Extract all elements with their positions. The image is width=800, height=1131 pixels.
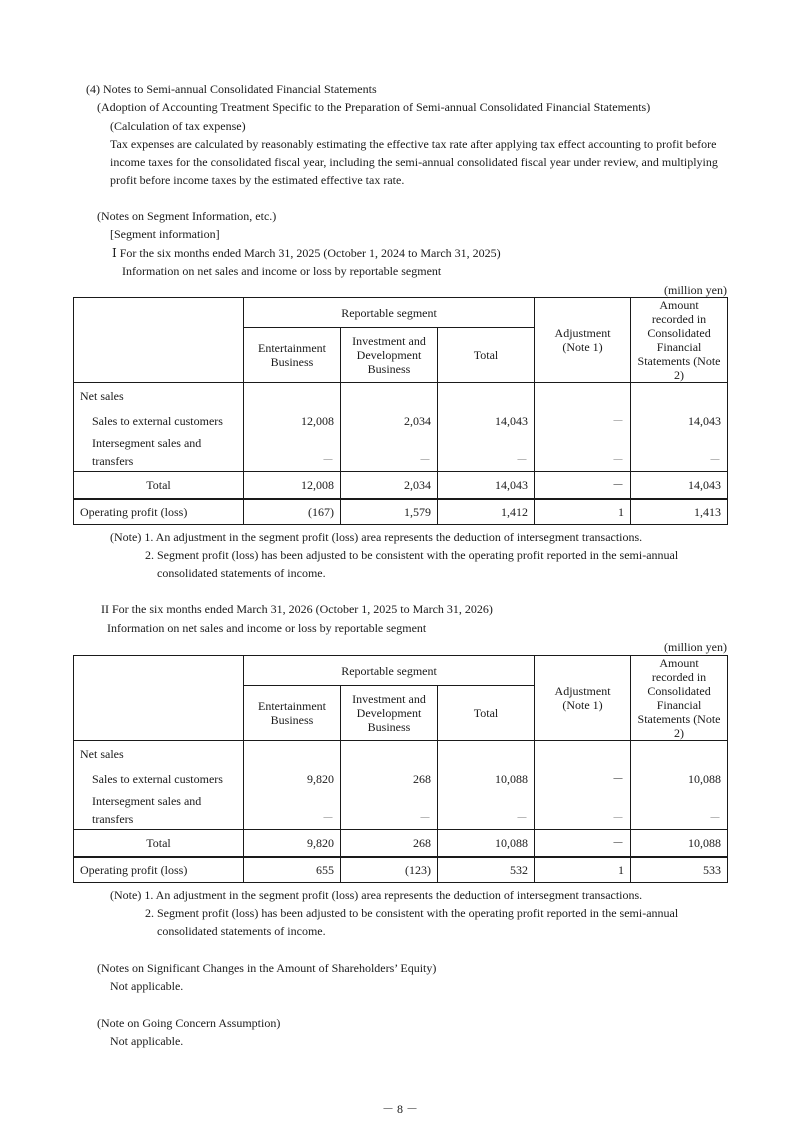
header-investment: Investment and Development Business bbox=[341, 328, 438, 383]
header-recorded-amount: Amount recorded in Consolidated Financial Statements (Note 2) bbox=[631, 298, 728, 383]
p2-total-entertainment: 9,820 bbox=[244, 830, 341, 857]
p1-intersegment-total: － bbox=[438, 434, 535, 472]
p1-intersegment-entertainment: － bbox=[244, 434, 341, 472]
period1-unit: (million yen) bbox=[664, 283, 727, 297]
header-entertainment: Entertainment Business bbox=[244, 328, 341, 383]
header-total: Total bbox=[438, 328, 535, 383]
period1-title: Ⅰ For the six months ended March 31, 2025 (October 1, 2024 to March 31, 2025) bbox=[112, 246, 501, 260]
p1-operating-total: 1,412 bbox=[438, 499, 535, 525]
period2-title: II For the six months ended March 31, 2026 (October 1, 2025 to March 31, 2026) bbox=[101, 602, 493, 616]
period2-segment-table bbox=[73, 655, 728, 883]
p1-operating-entertainment: (167) bbox=[244, 499, 341, 525]
row-external-label: Sales to external customers bbox=[74, 409, 244, 434]
header-investment: Investment and Development Business bbox=[341, 686, 438, 741]
p2-total-adjustment: － bbox=[535, 830, 631, 857]
p1-total-investment: 2,034 bbox=[341, 472, 438, 499]
p1-external-entertainment: 12,008 bbox=[244, 409, 341, 434]
page-number: － 8 － bbox=[381, 1102, 418, 1116]
header-recorded-amount: Amount recorded in Consolidated Financial Statements (Note 2) bbox=[631, 656, 728, 741]
row-intersegment-label: Intersegment sales and transfers bbox=[74, 434, 244, 472]
p1-external-investment: 2,034 bbox=[341, 409, 438, 434]
p1-total-total: 14,043 bbox=[438, 472, 535, 499]
p1-note-2a: 2. Segment profit (loss) has been adjusted to be consistent with the operating profit reported in the semi-annual bbox=[145, 548, 679, 562]
header-entertainment: Entertainment Business bbox=[244, 686, 341, 741]
period2-unit: (million yen) bbox=[664, 640, 727, 654]
header-total: Total bbox=[438, 686, 535, 741]
period1-subtitle: Information on net sales and income or loss by reportable segment bbox=[122, 264, 442, 278]
tax-text-line-2: income taxes for the consolidated fiscal year, including the semi-annual consolidated fiscal year under review, and multiplying bbox=[110, 155, 718, 169]
p2-external-investment: 268 bbox=[341, 767, 438, 792]
going-concern-text: Not applicable. bbox=[110, 1034, 184, 1048]
row-net-sales-label: Net sales bbox=[74, 383, 244, 409]
p2-intersegment-investment: － bbox=[341, 792, 438, 830]
p1-total-recorded: 14,043 bbox=[631, 472, 728, 499]
p1-external-recorded: 14,043 bbox=[631, 409, 728, 434]
period1-segment-table bbox=[73, 297, 728, 525]
p2-operating-investment: (123) bbox=[341, 857, 438, 883]
header-blank bbox=[74, 298, 244, 383]
tax-text-line-3: profit before income taxes by the estimated effective tax rate. bbox=[110, 173, 405, 187]
row-intersegment-label: Intersegment sales and transfers bbox=[74, 792, 244, 830]
p1-note-2b: consolidated statements of income. bbox=[157, 566, 326, 580]
segment-info-heading: [Segment information] bbox=[110, 227, 220, 241]
p1-operating-recorded: 1,413 bbox=[631, 499, 728, 525]
p2-note-1: (Note) 1. An adjustment in the segment profit (loss) area represents the deduction of intersegment transactions. bbox=[110, 888, 643, 902]
header-reportable-segment: Reportable segment bbox=[244, 298, 535, 328]
row-external-label: Sales to external customers bbox=[74, 767, 244, 792]
p1-total-adjustment: － bbox=[535, 472, 631, 499]
p2-external-adjustment: － bbox=[535, 767, 631, 792]
row-operating-label: Operating profit (loss) bbox=[74, 499, 244, 525]
header-adjustment: Adjustment (Note 1) bbox=[535, 656, 631, 741]
header-blank bbox=[74, 656, 244, 741]
going-concern-heading: (Note on Going Concern Assumption) bbox=[97, 1016, 281, 1030]
p2-operating-total: 532 bbox=[438, 857, 535, 883]
row-total-label: Total bbox=[74, 830, 244, 857]
p1-external-total: 14,043 bbox=[438, 409, 535, 434]
p2-external-recorded: 10,088 bbox=[631, 767, 728, 792]
p1-intersegment-investment: － bbox=[341, 434, 438, 472]
p2-total-investment: 268 bbox=[341, 830, 438, 857]
row-net-sales-label: Net sales bbox=[74, 741, 244, 767]
p2-intersegment-entertainment: － bbox=[244, 792, 341, 830]
p2-operating-recorded: 533 bbox=[631, 857, 728, 883]
p2-operating-entertainment: 655 bbox=[244, 857, 341, 883]
p2-intersegment-total: － bbox=[438, 792, 535, 830]
header-reportable-segment: Reportable segment bbox=[244, 656, 535, 686]
row-operating-label: Operating profit (loss) bbox=[74, 857, 244, 883]
p1-note-1: (Note) 1. An adjustment in the segment profit (loss) area represents the deduction of intersegment transactions. bbox=[110, 530, 643, 544]
tax-heading: (Calculation of tax expense) bbox=[110, 119, 246, 133]
adoption-heading: (Adoption of Accounting Treatment Specific to the Preparation of Semi-annual Consolidated Financial Statements) bbox=[97, 100, 651, 114]
p1-operating-investment: 1,579 bbox=[341, 499, 438, 525]
p2-intersegment-adjustment: － bbox=[535, 792, 631, 830]
segment-notes-heading: (Notes on Segment Information, etc.) bbox=[97, 209, 277, 223]
header-adjustment: Adjustment (Note 1) bbox=[535, 298, 631, 383]
p1-intersegment-adjustment: － bbox=[535, 434, 631, 472]
p1-total-entertainment: 12,008 bbox=[244, 472, 341, 499]
p2-external-total: 10,088 bbox=[438, 767, 535, 792]
p2-operating-adjustment: 1 bbox=[535, 857, 631, 883]
p1-operating-adjustment: 1 bbox=[535, 499, 631, 525]
p2-external-entertainment: 9,820 bbox=[244, 767, 341, 792]
tax-text-line-1: Tax expenses are calculated by reasonably estimating the effective tax rate after applying tax effect accounting to profit before bbox=[110, 137, 717, 151]
p1-external-adjustment: － bbox=[535, 409, 631, 434]
p2-note-2a: 2. Segment profit (loss) has been adjusted to be consistent with the operating profit reported in the semi-annual bbox=[145, 906, 679, 920]
p2-intersegment-recorded: － bbox=[631, 792, 728, 830]
p2-total-recorded: 10,088 bbox=[631, 830, 728, 857]
notes-heading: (4) Notes to Semi-annual Consolidated Financial Statements bbox=[86, 82, 377, 96]
period2-subtitle: Information on net sales and income or loss by reportable segment bbox=[107, 621, 427, 635]
p2-total-total: 10,088 bbox=[438, 830, 535, 857]
equity-heading: (Notes on Significant Changes in the Amount of Shareholders’ Equity) bbox=[97, 961, 437, 975]
row-total-label: Total bbox=[74, 472, 244, 499]
equity-text: Not applicable. bbox=[110, 979, 184, 993]
p1-intersegment-recorded: － bbox=[631, 434, 728, 472]
p2-note-2b: consolidated statements of income. bbox=[157, 924, 326, 938]
